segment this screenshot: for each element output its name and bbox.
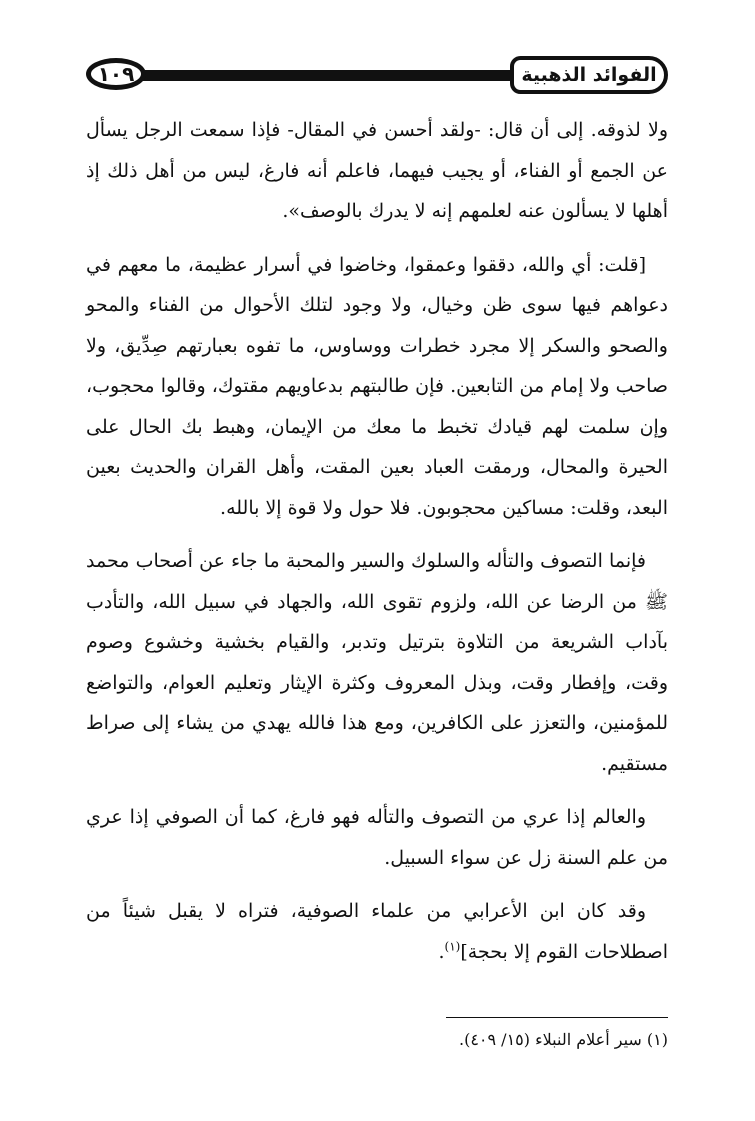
running-header — [0, 0, 755, 110]
paragraph-3: فإنما التصوف والتأله والسلوك والسير والمحبة ما جاء عن أصحاب محمد ﷺ من الرضا عن الله، ولزوم تقوى الله، والجهاد في سبيل الله، والتأدب بآداب الشريعة من التلاوة بترتيل وتدبر، والقيام بخشية وخشوع وصوم وقت، وإفطار وقت، وبذل المعروف وكثرة الإيثار وتعليم العوام، والتواضع للمؤمنين، والتعزز على الكافرين، ومع هذا فالله يهدي من يشاء إلى صراط مستقيم. — [86, 550, 668, 775]
paragraph-4: والعالم إذا عري من التصوف والتأله فهو فارغ، كما أن الصوفي إذا عري من علم السنة زل عن سواء السبيل. — [86, 806, 668, 869]
footnote-reference: (١) — [444, 939, 461, 954]
footnote-separator — [446, 1017, 668, 1018]
paragraph-1: ولا لذوقه. إلى أن قال: -ولقد أحسن في المقال- فإذا سمعت الرجل يسأل عن الجمع أو الفناء، أو يجيب فيهما، فاعلم أنه فارغ، ليس من أهل ذلك إذ أهلها لا يسألون عنه لعلمهم إنه لا يدرك بالوصف». — [86, 119, 668, 222]
book-title: الفوائد الذهبية — [510, 56, 668, 94]
page-number: ١٠٩ — [86, 58, 146, 90]
header-rule — [140, 70, 525, 81]
main-text — [86, 110, 668, 972]
paragraph-5-end: . — [438, 940, 445, 963]
footnote: (١) سير أعلام النبلاء (١٥/ ٤٠٩). — [458, 1030, 668, 1049]
paragraph-2: [قلت: أي والله، دققوا وعمقوا، وخاضوا في أسرار عظيمة، ما معهم في دعواهم فيها سوى ظن وخيال، ولا وجود لتلك الأحوال من الفناء والمحو والصحو والسكر إلا مجرد خطرات ووساوس، ما تفوه بعبارتهم صِدِّيق، ولا صاحب ولا إمام من التابعين. فإن طالبتهم بدعاويهم مقتوك، وقالوا محجوب، وإن سلمت لهم قيادك تخبط ما معك من الإيمان، وهبط بك الحال على الحيرة والمحال، ورمقت العباد بعين المقت، وأهل القران والحديث بعين البعد، وقلت: مساكين محجوبون. فلا حول ولا قوة إلا بالله. — [86, 253, 668, 519]
paragraph-5 — [86, 891, 668, 972]
paragraph-5-text: وقد كان ابن الأعرابي من علماء الصوفية، فتراه لا يقبل شيئاً من اصطلاحات القوم إلا بحجة] — [86, 900, 668, 963]
